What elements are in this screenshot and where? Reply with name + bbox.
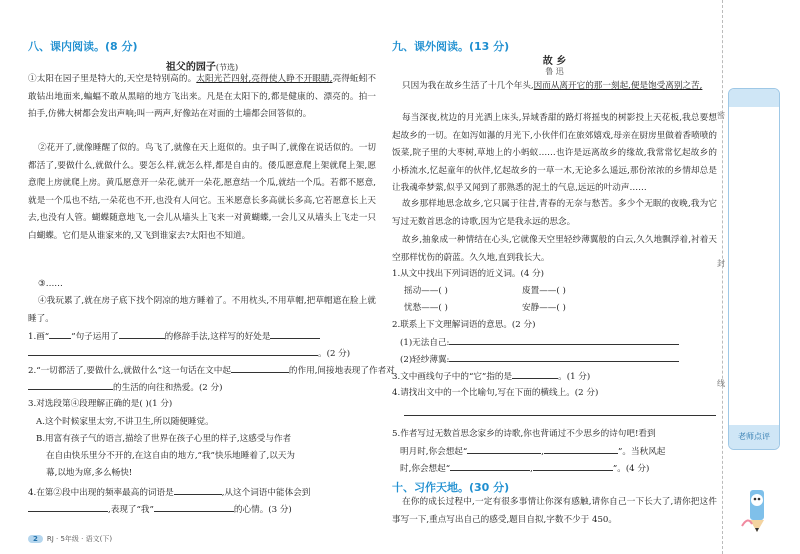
q1-text-b: ”句子运用了 <box>71 332 119 342</box>
page-footer <box>28 534 112 544</box>
teacher-comment-header <box>729 89 779 107</box>
paragraph-1-rest: 亮得蚯蚓不敢钻出地面来,蝙蝠不敢从黑暗的地方飞出来。凡是在太阳下的,都是健康的、漂亮的。拍一拍手,仿佛大树都会发出声响;叫一两声,好像站在对面的土墙都会回答似的。 <box>28 74 377 119</box>
answer-blank[interactable] <box>119 328 165 339</box>
grade-label: RJ · 5年级 · 语文(下) <box>46 535 113 543</box>
page-number: 2 <box>28 535 43 543</box>
paragraph-2: 每当深夜,枕边的月光洒上床头,异域香甜的路灯将摇曳的树影投上天花板,我总要想起故乡的一切。在如泻如瀑的月光下,小伙伴们在旅郊嬉戏,母亲在厨房里做着香喷喷的饭菜,院子里的大枣树,草地上的小蚂蚁……也许是远离故乡的缘故,我常常忆起故乡的小桥流水,忆起童年的伙伴,忆起故乡的一草一木,无论多么遥远,那份浓浓的乡情却总是让我魂牵梦萦,似乎又闻到了那熟悉的泥土的气息,远远的叶动声…… <box>392 113 717 193</box>
passage-title: 故 乡 <box>542 56 567 67</box>
q1-text-c: 的修辞手法,这样写的好处是 <box>164 332 271 342</box>
question-1-line2 <box>28 345 350 363</box>
underlined-sentence: 太阳光芒四射,亮得使人睁不开眼睛, <box>196 74 333 84</box>
cut-mark: 线 <box>717 379 725 388</box>
question-4 <box>28 484 310 502</box>
q2-1-label: (1)无法自己: <box>400 338 450 348</box>
option-a[interactable]: A.这个时候家里太穷,不讲卫生,所以随便睡觉。 <box>36 417 214 427</box>
q5-text-a: 明月时,你会想起“ <box>400 447 468 457</box>
q2-text-b: 的作用,间接地表现了作者对 <box>288 366 395 376</box>
teacher-comment-label: 老师点评 <box>729 425 779 449</box>
word-item[interactable]: 废置——( ) <box>522 286 566 296</box>
answer-blank[interactable] <box>28 379 113 390</box>
cut-mark: 密 <box>717 111 725 120</box>
q4-text-d: 的心情。(3 分) <box>233 505 292 515</box>
q5-text-c: ”。当秋风起 <box>618 447 666 457</box>
pencil-icon <box>738 486 778 536</box>
question-1 <box>28 328 320 346</box>
paragraph-2: ②花开了,就像睡醒了似的。鸟飞了,就像在天上逛似的。虫子叫了,就像在说话似的。一切都活了,要做什么,就做什么。要怎么样,就怎么样,都是自由的。倭瓜愿意爬上架就爬上架,愿意爬上房就爬上房。黄瓜愿意开一朵花,就开一朵花,愿意结一个瓜,就结一个瓜。若都不愿意,就是一个瓜也不结,一朵花也不开,也没有人问它。玉米愿意长多高就长多高,它若愿意长上天去,也没有人管。蝴蝶随意地飞,一会儿从墙头上飞来一对黄蝴蝶,一会儿又从墙头上飞走一只白蝴蝶。它们是从谁家来的,又飞到谁家去?太阳也不知道。 <box>28 143 376 241</box>
q5-comma: , <box>541 447 545 457</box>
paragraph-1-text: 只因为我在故乡生活了十几个年头, <box>402 81 534 91</box>
q3-text-b: 。(1 分) <box>558 372 591 382</box>
answer-blank[interactable] <box>450 460 530 471</box>
answer-blank[interactable] <box>28 501 108 512</box>
q2-text-a: 2.“一切都活了,要做什么,就做什么”这一句话在文中起 <box>28 366 231 376</box>
option-b-line3: 幕,以地为席,多么畅快! <box>46 468 133 478</box>
option-b-line2: 在自由快乐里分不开的,在这自由的地方,“我”快乐地睡着了,以天为 <box>46 451 296 461</box>
q4-text-b: ,从这个词语中能体会到 <box>221 488 311 498</box>
paragraph-3: ③…… <box>38 279 63 289</box>
passage-title-note: (节选) <box>215 63 239 72</box>
writing-prompt-text: 在你的成长过程中,一定有很多事情让你深有感触,请你自己一下长大了,请你把这件事写一下,重点写出自己的感受,题目自拟,字数不少 <box>392 497 717 525</box>
question-2-line2 <box>28 379 222 397</box>
answer-blank[interactable] <box>270 328 320 339</box>
question-2-1 <box>400 334 679 352</box>
paragraph-1 <box>392 78 717 96</box>
section-8-title: 八、课内阅读。(8 分) <box>28 40 138 53</box>
paragraph-3: 故乡那样地思念故乡,它只属于往昔,青春的无奈与愁苦。多少个无眠的夜晚,我为它写过无数首思念的诗歌,因为它是我永远的思念。 <box>392 199 717 227</box>
teacher-comment-box[interactable] <box>728 88 780 450</box>
q5-comma: , <box>530 464 533 474</box>
question-5-line3 <box>400 460 649 478</box>
question-2: 2.联系上下文理解词语的意思。(2 分) <box>392 320 536 330</box>
paragraph-1 <box>28 71 376 124</box>
section-9-title: 九、课外阅读。(13 分) <box>392 40 510 53</box>
q3-text-a: 3.文中画线句子中的“它”指的是 <box>392 372 513 382</box>
answer-blank[interactable] <box>533 460 613 471</box>
answer-blank[interactable] <box>512 368 558 379</box>
answer-blank[interactable] <box>231 362 289 373</box>
q2-2-label: (2)轻纱薄翼: <box>400 355 450 365</box>
q2-text-c: 的生活的向往和热爱。(2 分) <box>113 383 223 393</box>
q5-text-d: 时,你会想起“ <box>400 464 451 474</box>
question-5: 5.作者写过无数首思念家乡的诗歌,你也背诵过不少思乡的诗句吧!看到 <box>392 429 656 439</box>
paragraph-1-text: ①太阳在园子里是特大的,天空是特别高的。 <box>28 74 197 84</box>
paragraph-4: ④我玩累了,就在房子底下找个阴凉的地方睡着了。不用枕头,不用草帽,把草帽遮在脸上就睡了。 <box>28 296 376 324</box>
question-3 <box>392 368 590 386</box>
answer-line[interactable] <box>404 415 716 416</box>
question-4: 4.请找出文中的一个比喻句,写在下面的横线上。(2 分) <box>392 388 599 398</box>
cut-mark: 封 <box>717 259 725 268</box>
passage-title-text: 祖父的园子 <box>165 62 216 73</box>
word-item[interactable]: 忧愁——( ) <box>404 303 448 313</box>
writing-prompt-end: 于 450。 <box>580 514 617 525</box>
answer-blank[interactable] <box>544 443 618 454</box>
question-2-2 <box>400 351 679 369</box>
answer-blank[interactable] <box>467 443 541 454</box>
section-10-title: 十、习作天地。(30 分) <box>392 481 510 494</box>
question-5-line2 <box>400 443 665 461</box>
answer-blank[interactable] <box>49 328 71 339</box>
q1-score: 。(2 分) <box>318 349 351 359</box>
question-1: 1.从文中找出下列词语的近义词。(4 分) <box>392 269 545 279</box>
answer-blank[interactable] <box>449 351 679 362</box>
answer-blank[interactable] <box>154 501 234 512</box>
writing-prompt <box>392 494 717 529</box>
passage-author: 鲁 迅 <box>545 67 564 76</box>
underlined-sentence: 因而从离开它的那一刻起,便是饱受离别之苦, <box>533 81 703 91</box>
word-item[interactable]: 摇动——( ) <box>404 286 448 296</box>
question-4-line2 <box>28 501 292 519</box>
cut-line <box>722 0 723 554</box>
q5-text-e: ”。(4 分) <box>612 464 650 474</box>
answer-blank[interactable] <box>174 484 222 495</box>
option-b[interactable]: B.用富有孩子气的语言,描绘了世界在孩子心里的样子,这感受与作者 <box>36 434 292 444</box>
word-item[interactable]: 安静——( ) <box>522 303 566 313</box>
question-2 <box>28 362 395 380</box>
answer-blank[interactable] <box>449 334 679 345</box>
q4-text-a: 4.在第②段中出现的频率最高的词语是 <box>28 488 174 498</box>
paragraph-4: 故乡,抽象成一种情结在心头,它就像天空里轻纱薄翼般的白云,久久地飘浮着,衬着天空那样忧伤的蔚蓝。久久地,直到我长大。 <box>392 235 717 263</box>
q1-text-a: 1.画“ <box>28 332 50 342</box>
q4-text-c: ,表现了“我” <box>108 505 154 515</box>
question-3: 3.对选段第④段理解正确的是( )(1 分) <box>28 399 173 409</box>
answer-blank[interactable] <box>28 345 318 356</box>
